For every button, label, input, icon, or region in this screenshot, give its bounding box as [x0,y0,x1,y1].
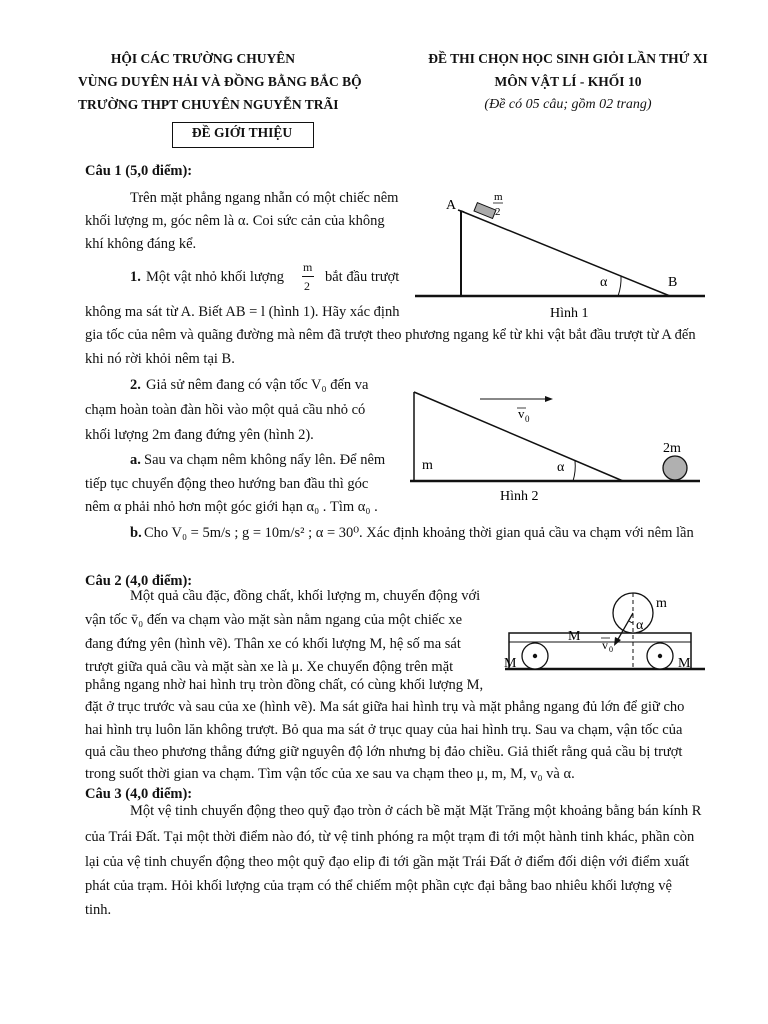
q1-text-line: Cho V₀ = 5m/s ; g = 10m/s² ; α = 30⁰. Xác định khoảng thời gian quả cầu va chạm với nêm lần [144,525,694,541]
subject-line: MÔN VẬT LÍ - KHỐI 10 [494,74,642,89]
q3-text-line: Một vệ tinh chuyển động theo quỹ đạo tròn ở cách bề mặt Mặt Trăng một khoảng bằng bán kính R [130,803,702,819]
q1-text-line: Giả sử nêm đang có vận tốc V₀ đến va [146,377,369,393]
angle-alpha-label: α [636,618,644,633]
front-wheel-axle [533,654,537,658]
q3-text-line: lại của vệ tinh chuyển động theo một quỹ đạo elip đi tới gần mặt Trái Đất ở điểm đối diện với điểm xuất [85,854,690,870]
q1-part2-number: 2. [130,377,141,393]
q2-text-line: quả cầu theo phương thẳng đứng giữ nguyên độ lớn nhưng bị đảo chiều. Giả thiết rằng quả cầu bị trượt [85,744,683,760]
q1-text-line: nêm α phải nhỏ hơn một góc giới hạn α₀ . Tìm α₀ . [85,499,378,515]
q1-text-line: không ma sát từ A. Biết AB = l (hình 1). Hãy xác định [85,304,400,320]
q2-text-line: Một quả cầu đặc, đồng chất, khối lượng m, chuyển động với [130,588,481,604]
figure-3-ball-on-cart [500,585,715,680]
organizer-line-1: HỘI CÁC TRƯỜNG CHUYÊN [110,51,296,66]
q1-text-line: khí không đáng kể. [85,236,197,252]
q3-text-line: phát của trạm. Hỏi khối lượng của trạm có thể chiếm một phần cực đại bằng bao nhiêu khối lượng vệ [85,878,672,894]
ball-mass-label: m [656,596,667,611]
q2-title: Câu 2 (4,0 điểm): [85,573,193,589]
q1-text-line: khối lượng 2m đang đứng yên (hình 2). [85,427,314,443]
q1-part-b-label: b. [130,525,142,541]
q3-text-line: của Trái Đất. Tại một thời điểm nào đó, từ vệ tinh phóng ra một trạm đi tới một hành tinh khác, phần còn [85,829,695,845]
exam-note: (Đề có 05 câu; gồm 02 trang) [484,97,652,112]
wedge-top [458,210,464,212]
angle-arc [573,461,575,481]
q2-text-line: trong suốt thời gian va chạm. Tìm vận tốc của xe sau va chạm theo μ, m, M, v₀ và α. [85,766,575,782]
q2-text-line: đặt ở trục trước và sau của xe (hình vẽ). Ma sát giữa hai hình trụ và mặt phẳng ngang đủ lớn để giữ cho [85,699,685,715]
organizer-line-2: VÙNG DUYÊN HẢI VÀ ĐỒNG BẰNG BẮC BỘ [78,74,362,89]
intro-label: ĐỀ GIỚI THIỆU [191,125,293,140]
q3-title: Câu 3 (4,0 điểm): [85,786,193,802]
exam-title: ĐỀ THI CHỌN HỌC SINH GIỎI LẦN THỨ XI [428,51,708,66]
right-wheel-mass-label: M [678,656,691,671]
q2-text-line: trượt giữa quả cầu và mặt sàn xe là μ. Xe chuyển động trên mặt [85,659,454,675]
q1-text-line: gia tốc của nêm và quãng đường mà nêm đã trượt theo phương ngang kể từ khi vật bắt đầu trượt từ A đến [85,327,696,343]
figure-2-wedge-collision [405,385,705,510]
left-wheel-mass-label: M [504,656,517,671]
angle-arc [618,276,621,296]
q2-text-line: đang đứng yên (hình vẽ). Thân xe có khối lượng M, hệ số ma sát [85,636,461,652]
q1-text-line: bắt đầu trượt [325,269,400,285]
q1-text-line: chạm hoàn toàn đàn hồi vào một quả cầu nhỏ có [85,402,366,418]
small-block [474,203,496,219]
q1-text-line: Một vật nhỏ khối lượng [146,269,284,285]
wedge-incline [461,211,670,296]
q1-title: Câu 1 (5,0 điểm): [85,163,193,179]
q1-text-line: Trên mặt phẳng ngang nhẵn có một chiếc nêm [130,190,399,206]
angle-alpha-label: α [557,460,565,475]
cart-mass-label: M [568,629,581,644]
q1-text-line: khối lượng m, góc nêm là α. Coi sức cản của không [85,213,385,229]
fraction-denominator: 2 [304,279,310,293]
q3-text-line: tinh. [85,902,112,918]
wedge-mass-label: m [422,458,433,473]
q1-text-line: Sau va chạm nêm không nẩy lên. Để nêm [144,452,386,468]
rear-wheel-axle [658,654,662,658]
block-mass-denominator: 2 [495,206,501,218]
figure-2-caption: Hình 2 [500,489,539,504]
fraction-numerator: m [303,260,313,274]
q2-text-line: vận tốc v̄₀ đến va chạm vào mặt sàn nằm ngang của một chiếc xe [85,612,463,628]
figure-1-caption: Hình 1 [550,306,589,321]
velocity-arrow-head [545,396,553,402]
point-A-label: A [446,198,457,213]
q2-text-line: phẳng ngang nhờ hai hình trụ tròn đồng chất, có cùng khối lượng M, [85,677,484,693]
block-mass-numerator: m [494,191,503,203]
q1-part-a-label: a. [130,452,141,468]
velocity-subscript: 0 [609,645,613,654]
velocity-label: v [518,406,525,421]
ball-mass-label: 2m [663,441,681,456]
velocity-label: v [602,638,608,652]
school-name: TRƯỜNG THPT CHUYÊN NGUYỄN TRÃI [78,97,339,112]
angle-alpha-label: α [600,275,608,290]
q2-text-line: hai hình trụ luôn lăn không trượt. Bỏ qua ma sát ở trục quay của hai hình trụ. Sau va chạm, vận tốc của [85,722,683,738]
ball-2m [663,456,687,480]
velocity-subscript: 0 [525,414,530,424]
q1-text-line: tiếp tục chuyển động theo hướng ban đầu thì góc [85,476,369,492]
figure-1-wedge [410,185,710,330]
q1-text-line: khi nó rời khỏi nêm tại B. [85,351,235,367]
q1-part1-number: 1. [130,269,141,285]
point-B-label: B [668,275,678,290]
